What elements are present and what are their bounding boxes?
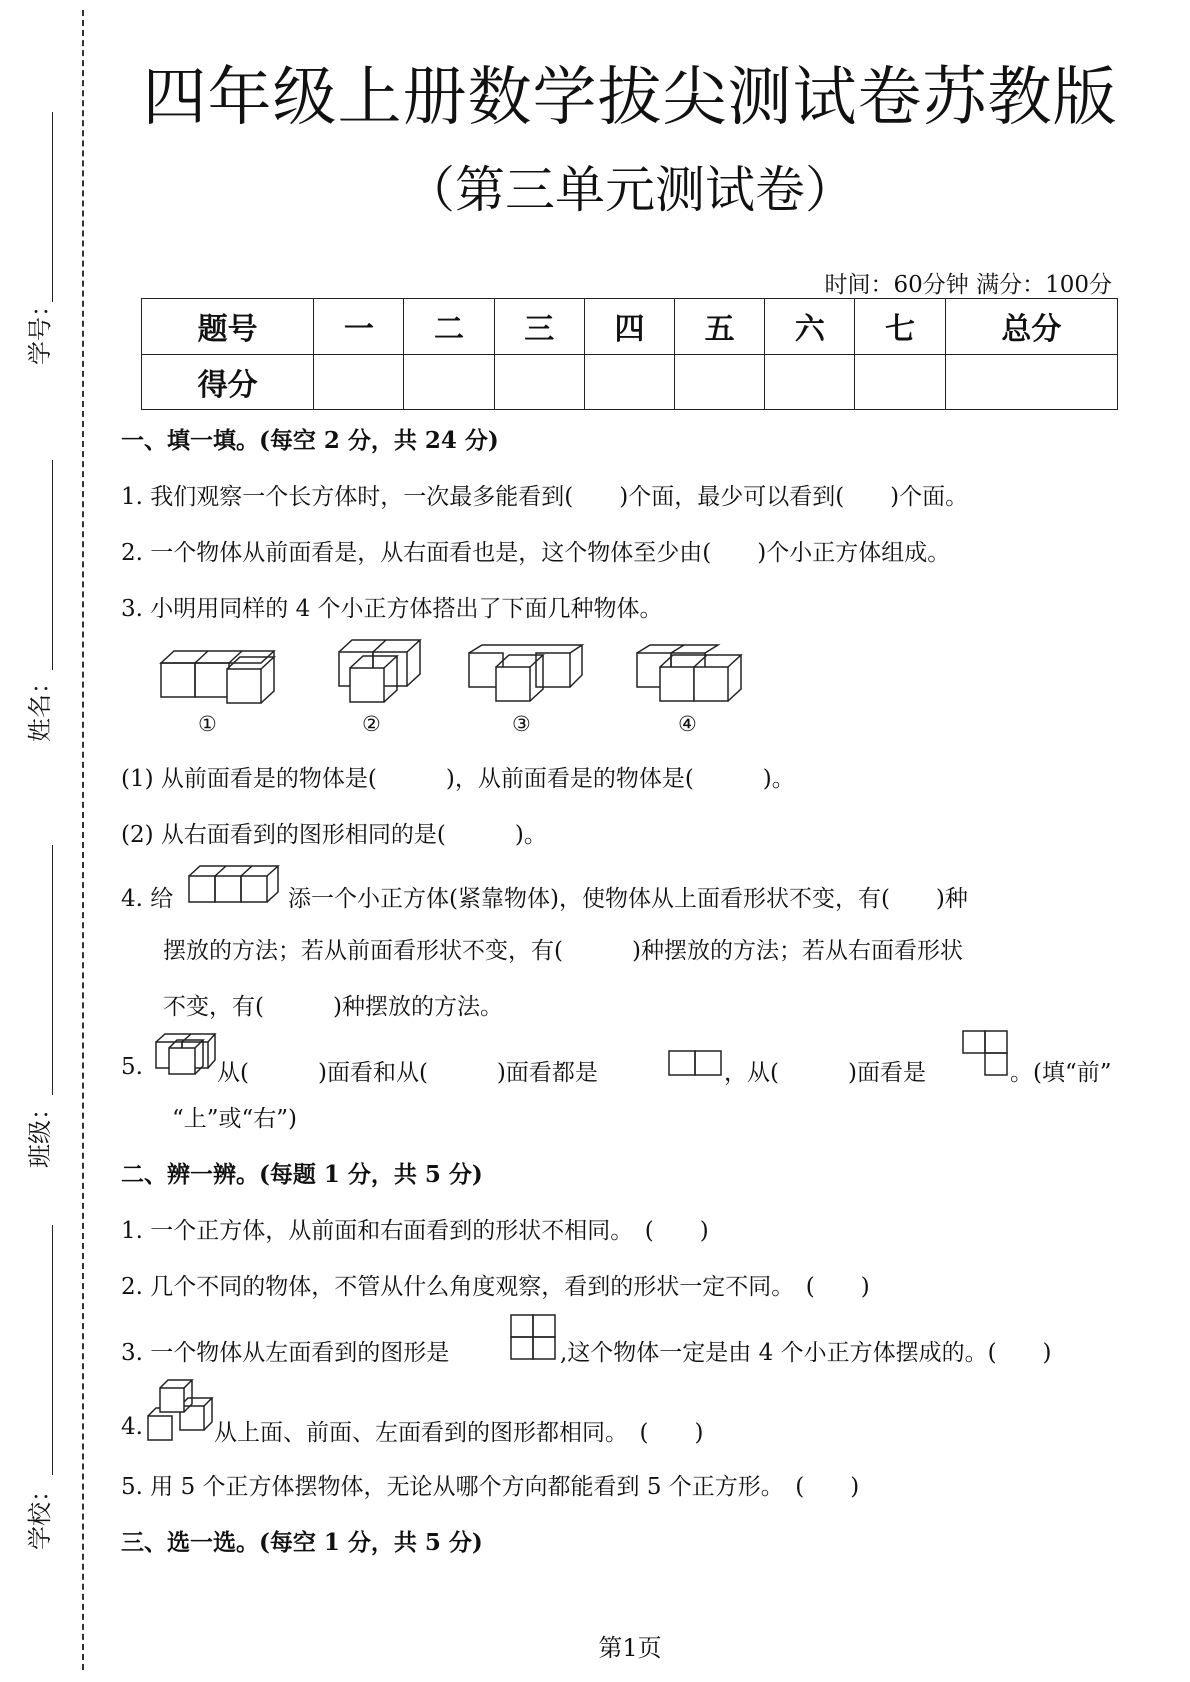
score-table-header-row xyxy=(142,299,1118,355)
name-line xyxy=(52,460,53,670)
class-label: 班级： xyxy=(26,1096,54,1168)
cube-figure-1 xyxy=(160,645,280,705)
two-square-view xyxy=(668,1050,728,1076)
four-cube-figure xyxy=(155,1030,217,1074)
section1-title: 一、填一填。(每空 2 分，共 24 分) xyxy=(121,427,499,454)
s1-question-3: 3. 小明用同样的 4 个小正方体搭出了下面几种物体。 xyxy=(121,596,663,622)
score-table-row xyxy=(142,354,1118,410)
time-info: 时间：60分钟 满分：100分 xyxy=(824,272,1112,298)
l-shape-view xyxy=(962,1030,1012,1078)
section3-title: 三、选一选。(每空 1 分，共 5 分) xyxy=(121,1529,483,1556)
score-header-cell: 三 xyxy=(494,299,584,355)
score-cell[interactable] xyxy=(945,354,1117,410)
s1-question-5-line2: “上”或“右”) xyxy=(172,1106,298,1132)
stacked-cube-figure xyxy=(146,1374,216,1444)
cube-figure-4 xyxy=(636,645,756,705)
score-header-cell: 一 xyxy=(314,299,404,355)
four-square-view xyxy=(510,1314,560,1362)
score-header-cell: 七 xyxy=(855,299,945,355)
score-cell[interactable] xyxy=(314,354,404,410)
page-subtitle: （第三单元测试卷） xyxy=(405,161,855,219)
section2-title: 二、辨一辨。(每题 1 分，共 5 分) xyxy=(121,1161,483,1188)
figure-label-4: ④ xyxy=(678,712,697,736)
s1-question-1: 1. 我们观察一个长方体时，一次最多能看到( )个面，最少可以看到( )个面。 xyxy=(121,484,969,510)
score-table xyxy=(141,298,1118,410)
score-header-cell: 四 xyxy=(584,299,674,355)
s1-question-4-prefix: 4. 给 xyxy=(121,886,174,912)
s2-question-4-prefix: 4. xyxy=(121,1414,143,1440)
score-row-label: 得分 xyxy=(142,354,314,410)
s1-question-5-part3: 。(填“前” xyxy=(1010,1060,1112,1086)
s2-question-5: 5. 用 5 个正方体摆物体，无论从哪个方向都能看到 5 个正方形。 ( ) xyxy=(121,1474,860,1500)
school-label: 学校： xyxy=(26,1478,54,1550)
score-header-cell: 五 xyxy=(675,299,765,355)
binding-dashed-line xyxy=(82,10,84,1670)
s1-question-4-line2: 摆放的方法；若从前面看形状不变，有( )种摆放的方法；若从右面看形状 xyxy=(163,938,963,964)
school-line xyxy=(52,1225,53,1475)
name-label: 姓名： xyxy=(26,670,54,742)
cube-figure-2 xyxy=(338,634,428,704)
s1-question-3-2: (2) 从右面看到的图形相同的是( )。 xyxy=(121,822,547,848)
figure-label-3: ③ xyxy=(512,712,531,736)
score-cell[interactable] xyxy=(765,354,855,410)
s1-question-4-line3: 不变，有( )种摆放的方法。 xyxy=(163,994,503,1020)
figure-label-1: ① xyxy=(198,712,217,736)
s1-question-2: 2. 一个物体从前面看是，从右面看也是，这个物体至少由( )个小正方体组成。 xyxy=(121,540,951,566)
s2-question-3-part2: ,这个物体一定是由 4 个小正方体摆成的。( ) xyxy=(560,1340,1052,1366)
s2-question-1: 1. 一个正方体，从前面和右面看到的形状不相同。 ( ) xyxy=(121,1218,709,1244)
cube-figure-3 xyxy=(468,645,588,705)
score-cell[interactable] xyxy=(855,354,945,410)
score-header-cell: 总分 xyxy=(945,299,1117,355)
three-cube-figure xyxy=(188,862,278,906)
score-cell[interactable] xyxy=(675,354,765,410)
s1-question-5-part1: 从( )面看和从( )面看都是 xyxy=(217,1060,598,1086)
score-header-cell: 题号 xyxy=(142,299,314,355)
figure-label-2: ② xyxy=(362,712,381,736)
page-title: 四年级上册数学拔尖测试卷苏教版 xyxy=(142,61,1118,135)
s2-question-2: 2. 几个不同的物体，不管从什么角度观察，看到的形状一定不同。 ( ) xyxy=(121,1274,870,1300)
score-header-cell: 六 xyxy=(765,299,855,355)
score-cell[interactable] xyxy=(404,354,494,410)
s1-question-4-line1: 添一个小正方体(紧靠物体)，使物体从上面看形状不变，有( )种 xyxy=(288,886,968,912)
score-cell[interactable] xyxy=(494,354,584,410)
page-footer: 第1页 xyxy=(598,1634,662,1662)
s1-question-5-prefix: 5. xyxy=(121,1054,143,1080)
student-id-label: 学号： xyxy=(26,293,54,365)
class-line xyxy=(52,845,53,1095)
score-cell[interactable] xyxy=(584,354,674,410)
s2-question-3-part1: 3. 一个物体从左面看到的图形是 xyxy=(121,1340,450,1366)
s2-question-4: 从上面、前面、左面看到的图形都相同。 ( ) xyxy=(214,1420,704,1446)
score-header-cell: 二 xyxy=(404,299,494,355)
s1-question-3-1: (1) 从前面看是的物体是( )，从前面看是的物体是( )。 xyxy=(121,766,795,792)
s1-question-5-part2: ，从( )面看是 xyxy=(724,1060,926,1086)
